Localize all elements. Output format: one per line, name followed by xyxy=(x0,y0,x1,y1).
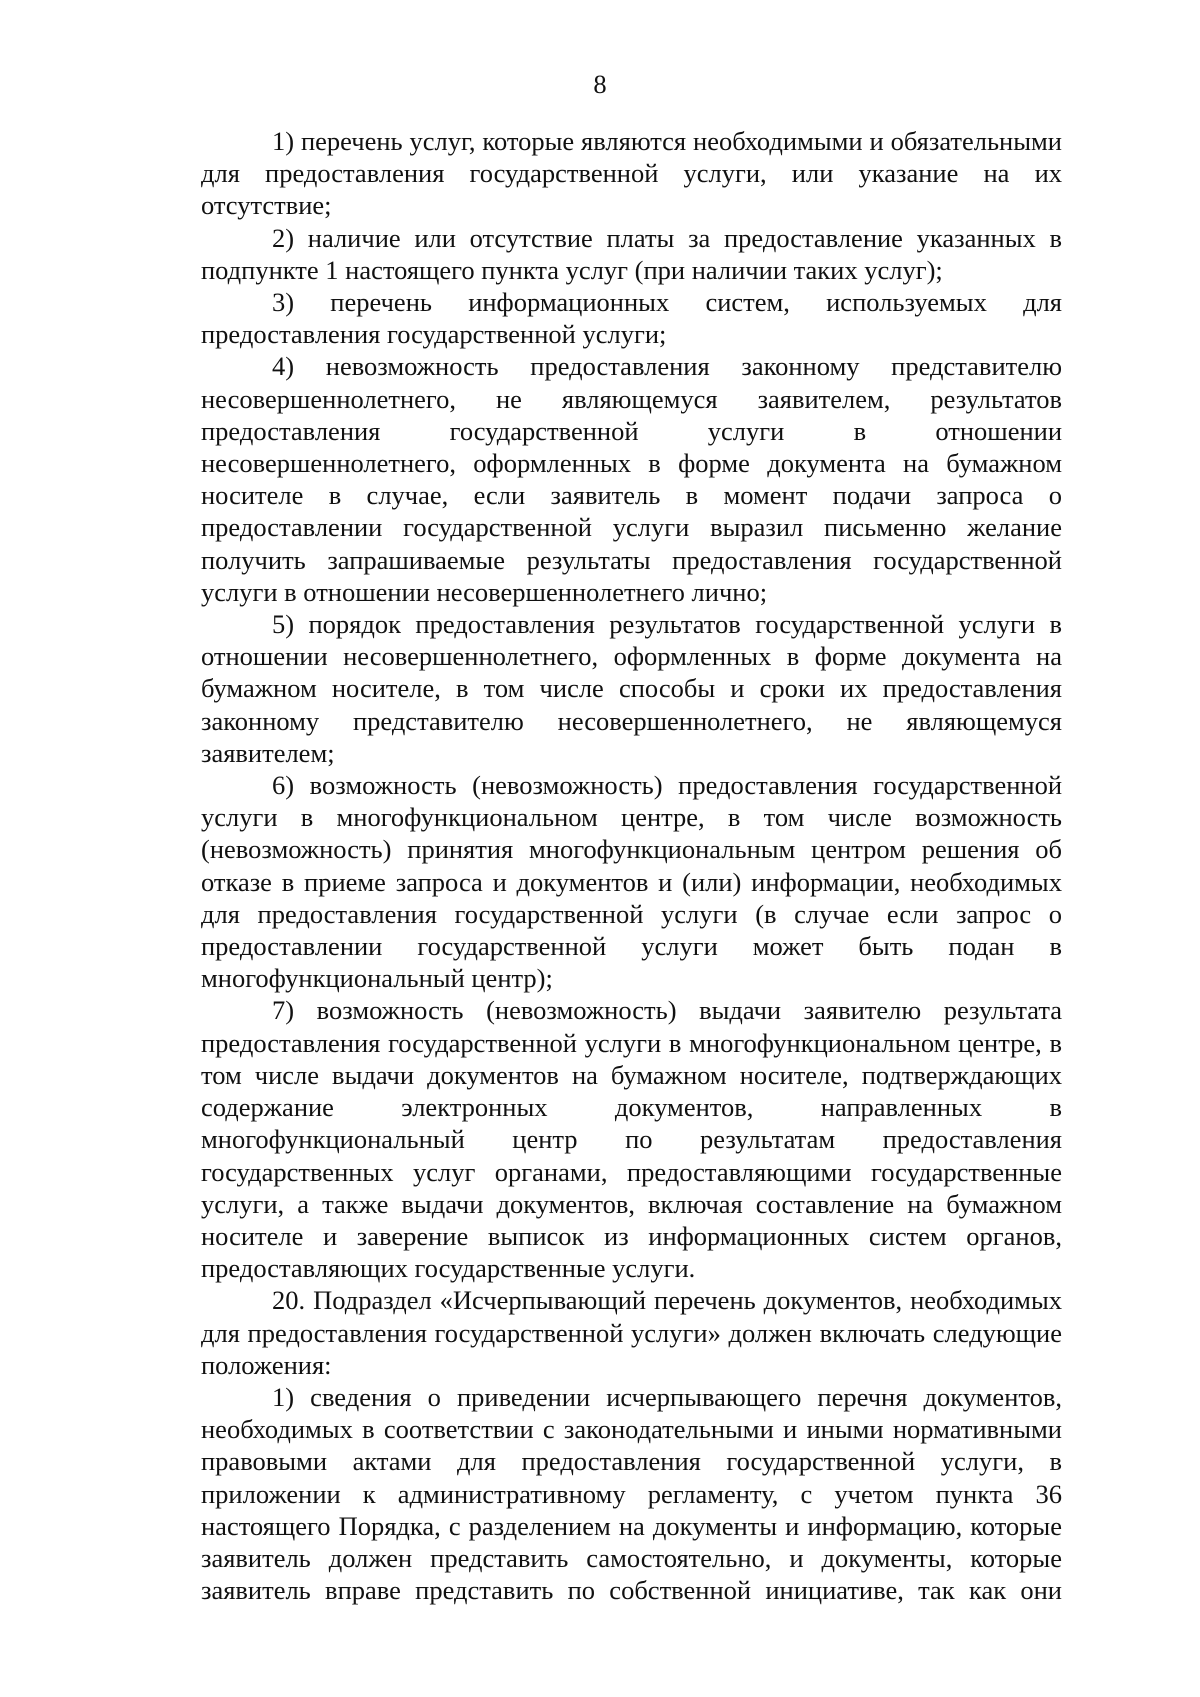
paragraph-item-2: 2) наличие или отсутствие платы за предоставление указанных в подпункте 1 настоящего пункта услуг (при наличии таких услуг); xyxy=(201,222,1062,285)
paragraph-item-1: 1) перечень услуг, которые являются необходимыми и обязательными для предоставления государственной услуги, или указание на их отсутствие; xyxy=(201,126,1062,221)
paragraph-item-6: 6) возможность (невозможность) предоставления государственной услуги в многофункциональном центре, в том числе возможность (невозможность) принятия многофункциональным центром решения об отказе в приеме запроса и документов и (или) информации, необходимых для предоставления государственной услуги (в случае если запрос о предоставлении государственной услуги может быть подан в многофункциональный центр); xyxy=(201,770,1062,994)
section-20-item-1: 1) сведения о приведении исчерпывающего перечня документов, необходимых в соответствии с законодательными и иными нормативными правовыми актами для предоставления государственной услуги, в приложении к административному регламенту, с учетом пункта 36 настоящего Порядка, с разделением на документы и информацию, которые заявитель должен представить самостоятельно, и документы, которые заявитель вправе представить по собственной инициативе, так как они xyxy=(201,1381,1062,1606)
section-20-heading-paragraph: 20. Подраздел «Исчерпывающий перечень документов, необходимых для предоставления государственной услуги» должен включать следующие положения: xyxy=(201,1285,1062,1380)
paragraph-item-7: 7) возможность (невозможность) выдачи заявителю результата предоставления государственной услуги в многофункциональном центре, в том числе выдачи документов на бумажном носителе, подтверждающих содержание электронных документов, направленных в многофункциональный центр по результатам предоставления государственных услуг органами, предоставляющими государственные услуги, а также выдачи документов, включая составление на бумажном носителе и заверение выписок из информационных систем органов, предоставляющих государственные услуги. xyxy=(201,995,1062,1284)
paragraph-item-5: 5) порядок предоставления результатов государственной услуги в отношении несовершеннолетнего, оформленных в форме документа на бумажном носителе, в том числе способы и сроки их предоставления законному представителю несовершеннолетнего, не являющемуся заявителем; xyxy=(201,609,1062,768)
paragraph-item-3: 3) перечень информационных систем, используемых для предоставления государственной услуги; xyxy=(201,287,1062,350)
page-number: 8 xyxy=(593,69,607,99)
paragraph-item-4: 4) невозможность предоставления законному представителю несовершеннолетнего, не являющемуся заявителем, результатов предоставления государственной услуги в отношении несовершеннолетнего, оформленных в форме документа на бумажном носителе в случае, если заявитель в момент подачи запроса о предоставлении государственной услуги выразил письменно желание получить запрашиваемые результаты предоставления государственной услуги в отношении несовершеннолетнего лично; xyxy=(201,351,1062,607)
document-body xyxy=(201,125,1062,1606)
